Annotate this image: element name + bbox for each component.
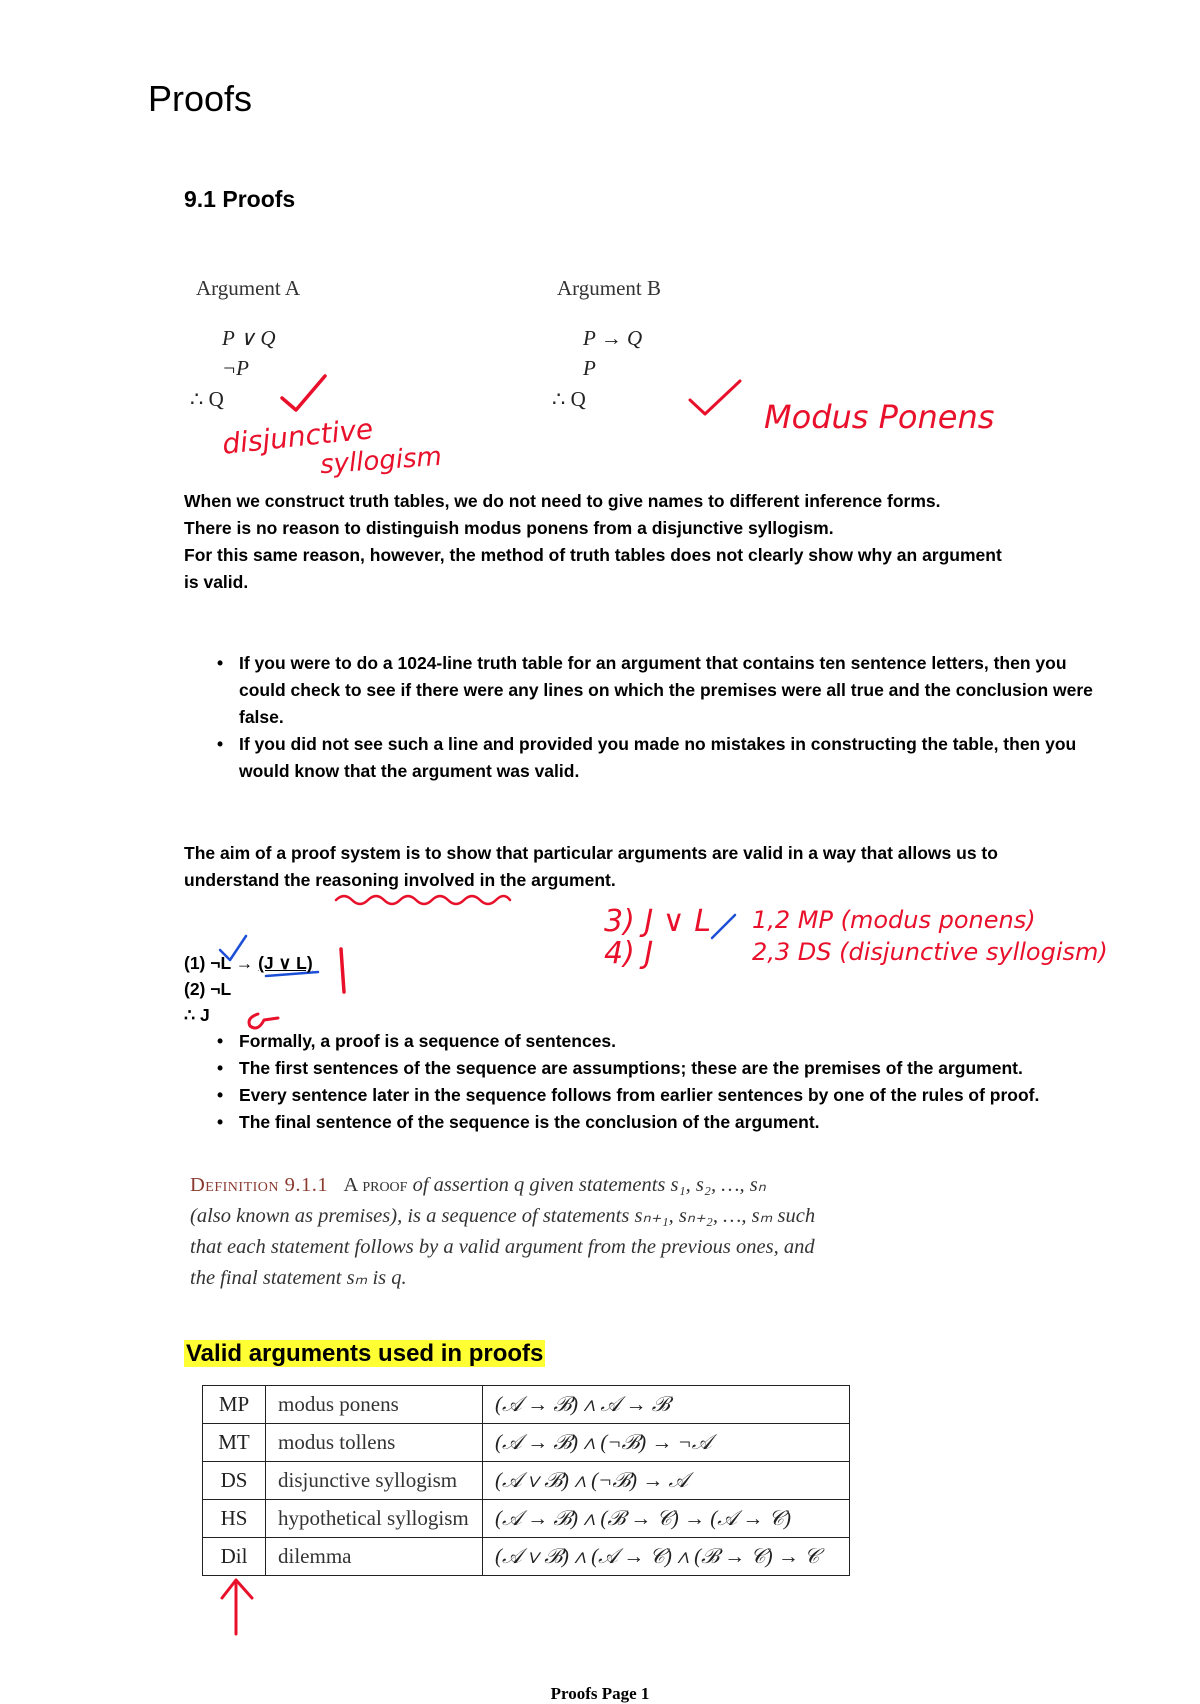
- aim-line-2: understand the reasoning involved in the argument.: [184, 870, 616, 890]
- rule-abbr: HS: [203, 1500, 266, 1538]
- rules-table: [202, 1385, 850, 1576]
- definition-line-4: the final statement sₘ is q.: [190, 1267, 407, 1289]
- proof-premise-2: (2) ¬L: [184, 979, 232, 999]
- annotation-step-3-reason: 1,2 MP (modus ponens): [752, 906, 1036, 934]
- rule-name: disjunctive syllogism: [266, 1462, 483, 1500]
- annotation-step-3: 3) J ∨ L: [604, 904, 711, 939]
- definition-heading: Definition 9.1.1: [190, 1174, 329, 1196]
- intro-paragraph: [184, 488, 1104, 596]
- definition-line-1-rest: of assertion q given statements s₁, s₂, …, sₙ: [412, 1174, 766, 1196]
- bullet-item: • If you did not see such a line and provided you made no mistakes in constructing the table, then you would know that the argument was valid.: [184, 731, 1114, 785]
- intro-line-4: is valid.: [184, 572, 249, 592]
- rule-form: (𝒜 ∨ ℬ) ∧ (¬ℬ) → 𝒜: [483, 1462, 850, 1500]
- annotation-step-4: 4) J: [604, 936, 654, 971]
- bullet-item: • Formally, a proof is a sequence of sentences.: [184, 1028, 1144, 1055]
- rule-name: modus tollens: [266, 1424, 483, 1462]
- bullet-list-truth-table: [184, 650, 1114, 785]
- table-row: [203, 1386, 850, 1424]
- red-arrow-mark: [249, 1014, 278, 1028]
- table-row: [203, 1462, 850, 1500]
- annotation-step-4-reason: 2,3 DS (disjunctive syllogism): [752, 938, 1108, 966]
- rule-form: (𝒜 ∨ ℬ) ∧ (𝒜 → 𝒞) ∧ (ℬ → 𝒞) → 𝒞: [483, 1538, 850, 1576]
- table-row: [203, 1538, 850, 1576]
- annotation-disjunctive: disjunctive: [220, 412, 375, 461]
- argument-a-premise-2: ¬P: [222, 356, 249, 380]
- annotation-modus-ponens: Modus Ponens: [764, 398, 995, 436]
- red-checkmark-b: [690, 381, 740, 414]
- red-up-arrow: [222, 1580, 252, 1634]
- definition-line-2: (also known as premises), is a sequence of statements sₙ₊₁, sₙ₊₂, …, sₘ such: [190, 1205, 816, 1227]
- blue-slash-mark: [712, 915, 735, 938]
- argument-a-conclusion: ∴ Q: [190, 387, 224, 411]
- annotation-syllogism: syllogism: [319, 441, 443, 481]
- argument-b-conclusion: ∴ Q: [552, 387, 586, 411]
- red-checkmark-a: [282, 376, 325, 410]
- argument-b-premise-1: P → Q: [583, 326, 643, 350]
- rule-abbr: DS: [203, 1462, 266, 1500]
- definition-line-3: that each statement follows by a valid argument from the previous ones, and: [190, 1236, 815, 1258]
- rule-name: modus ponens: [266, 1386, 483, 1424]
- bullet-item: • If you were to do a 1024-line truth table for an argument that contains ten sentence letters, then you could check to see if there were any lines on which the premises were all true and the conclusion were false.: [184, 650, 1114, 731]
- page-footer: Proofs Page 1: [550, 1684, 650, 1703]
- definition-term: A proof: [343, 1174, 408, 1196]
- definition-block: [190, 1170, 910, 1294]
- argument-b-premise-2: P: [583, 356, 596, 380]
- argument-a-premise-1: P ∨ Q: [222, 326, 276, 350]
- bullet-item: • Every sentence later in the sequence follows from earlier sentences by one of the rules of proof.: [184, 1082, 1144, 1109]
- proof-conclusion: ∴ J: [184, 1005, 210, 1025]
- proof-premise-1: [184, 950, 313, 976]
- argument-b-label: Argument B: [557, 276, 662, 300]
- aim-line-1: The aim of a proof system is to show that particular arguments are valid in a way that allows us to: [184, 843, 998, 863]
- aim-paragraph: [184, 840, 1124, 894]
- table-row: [203, 1424, 850, 1462]
- rule-abbr: MT: [203, 1424, 266, 1462]
- proof-premise-1-consequent: (J ∨ L): [258, 953, 313, 973]
- rules-heading: Valid arguments used in proofs: [186, 1340, 544, 1367]
- intro-line-2: There is no reason to distinguish modus ponens from a disjunctive syllogism.: [184, 518, 834, 538]
- section-title: 9.1 Proofs: [184, 186, 296, 212]
- rule-abbr: Dil: [203, 1538, 266, 1576]
- rule-name: dilemma: [266, 1538, 483, 1576]
- intro-line-1: When we construct truth tables, we do not need to give names to different inference forms.: [184, 491, 941, 511]
- rule-abbr: MP: [203, 1386, 266, 1424]
- rule-form: (𝒜 → ℬ) ∧ (ℬ → 𝒞) → (𝒜 → 𝒞): [483, 1500, 850, 1538]
- rules-heading-wrap: [184, 1340, 545, 1368]
- intro-line-3: For this same reason, however, the method of truth tables does not clearly show why an argument: [184, 545, 1002, 565]
- red-vertical-bar: [341, 949, 344, 992]
- bullet-list-proof-definition: [184, 1028, 1144, 1136]
- definition-line-1: [190, 1170, 910, 1201]
- bullet-item: • The final sentence of the sequence is the conclusion of the argument.: [184, 1109, 1144, 1136]
- red-squiggle-under-reasoning: [336, 896, 510, 904]
- proof-premise-1-prefix: (1) ¬L →: [184, 953, 259, 973]
- argument-a-label: Argument A: [196, 276, 301, 300]
- rule-name: hypothetical syllogism: [266, 1500, 483, 1538]
- table-row: [203, 1500, 850, 1538]
- rule-form: (𝒜 → ℬ) ∧ (¬ℬ) → ¬𝒜: [483, 1424, 850, 1462]
- page-title: Proofs: [148, 78, 253, 119]
- bullet-item: • The first sentences of the sequence are assumptions; these are the premises of the argument.: [184, 1055, 1144, 1082]
- rule-form: (𝒜 → ℬ) ∧ 𝒜 → ℬ: [483, 1386, 850, 1424]
